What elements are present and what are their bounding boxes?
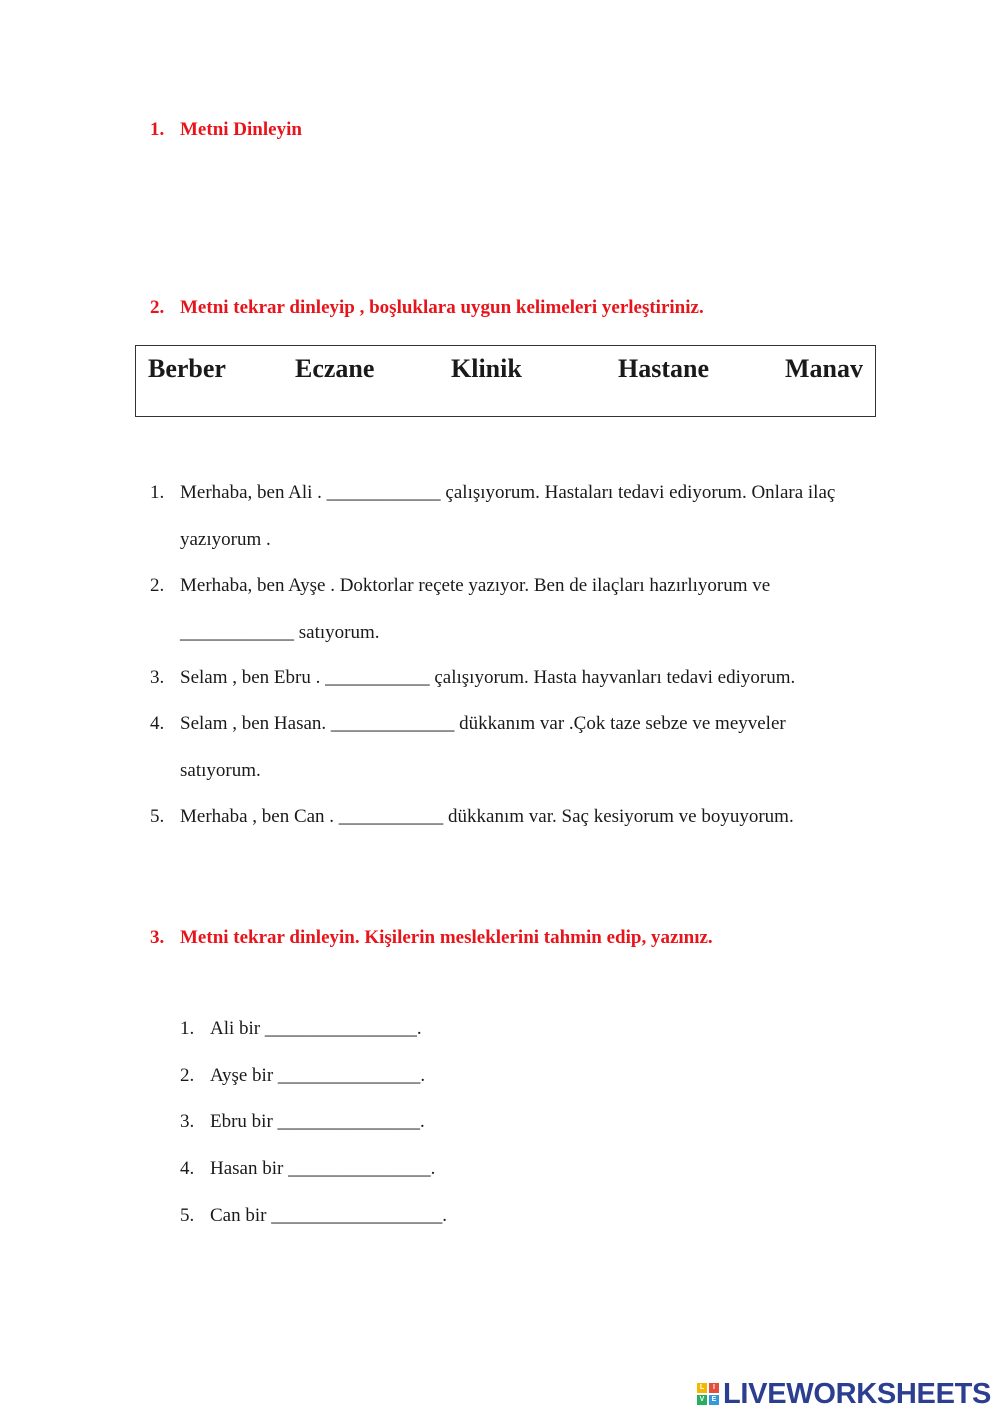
profession-item-2 [180, 1065, 580, 1091]
fill-item-line: Merhaba , ben Can . ___________ dükkanım var. Saç kesiyorum ve boyuyorum. [180, 806, 794, 827]
fill-item-number: 1. [150, 482, 165, 503]
fill-item-1 [150, 482, 910, 552]
profession-item-text: Ebru bir _______________. [210, 1111, 425, 1132]
fill-item-2 [150, 575, 910, 645]
fill-item-line: ____________ satıyorum. [180, 622, 380, 643]
profession-item-4 [180, 1158, 580, 1184]
profession-item-text: Hasan bir _______________. [210, 1158, 436, 1179]
logo-square: I [709, 1383, 719, 1393]
profession-item-text: Ayşe bir _______________. [210, 1065, 426, 1086]
fill-item-number: 3. [150, 667, 165, 688]
word-bank-item: Hastane [618, 354, 709, 383]
profession-item-text: Can bir __________________. [210, 1205, 447, 1226]
profession-item-1 [180, 1018, 580, 1044]
profession-item-number: 2. [180, 1065, 195, 1086]
section-3-title: Metni tekrar dinleyin. Kişilerin mesleklerini tahmin edip, yazınız. [180, 927, 713, 948]
liveworksheets-logo[interactable] [697, 1378, 991, 1410]
fill-item-5 [150, 806, 910, 832]
section-2-number: 2. [150, 297, 165, 318]
fill-item-number: 5. [150, 806, 165, 827]
logo-square: V [697, 1395, 707, 1405]
logo-text: LIVEWORKSHEETS [723, 1377, 992, 1410]
fill-item-number: 2. [150, 575, 165, 596]
section-2-title: Metni tekrar dinleyip , boşluklara uygun kelimeleri yerleştiriniz. [180, 297, 704, 318]
profession-item-number: 4. [180, 1158, 195, 1179]
fill-item-3 [150, 667, 910, 693]
word-bank-item: Eczane [295, 354, 375, 383]
profession-item-number: 3. [180, 1111, 195, 1132]
word-bank-item: Manav [785, 354, 863, 383]
word-bank-item: Klinik [451, 354, 522, 383]
fill-item-line: satıyorum. [180, 760, 261, 781]
profession-item-number: 1. [180, 1018, 195, 1039]
fill-item-4 [150, 713, 910, 783]
fill-item-line: Merhaba, ben Ali . ____________ çalışıyorum. Hastaları tedavi ediyorum. Onlara ilaç [180, 482, 836, 503]
profession-item-number: 5. [180, 1205, 195, 1226]
logo-grid-icon [697, 1383, 719, 1405]
fill-item-line: Selam , ben Hasan. _____________ dükkanım var .Çok taze sebze ve meyveler [180, 713, 786, 734]
logo-square: E [709, 1395, 719, 1405]
fill-item-number: 4. [150, 713, 165, 734]
fill-item-line: Selam , ben Ebru . ___________ çalışıyorum. Hasta hayvanları tedavi ediyorum. [180, 667, 796, 688]
section-2-heading [150, 297, 950, 321]
section-1-number: 1. [150, 119, 165, 140]
word-bank-item: Berber [148, 354, 226, 383]
section-1-title: Metni Dinleyin [180, 119, 302, 140]
logo-square: L [697, 1383, 707, 1393]
profession-item-3 [180, 1111, 580, 1137]
fill-item-line: yazıyorum . [180, 529, 271, 550]
section-3-heading [150, 927, 950, 951]
word-bank-box [135, 345, 876, 417]
profession-item-5 [180, 1205, 580, 1231]
section-1-heading [150, 119, 550, 143]
fill-item-line: Merhaba, ben Ayşe . Doktorlar reçete yazıyor. Ben de ilaçları hazırlıyorum ve [180, 575, 771, 596]
profession-item-text: Ali bir ________________. [210, 1018, 422, 1039]
section-3-number: 3. [150, 927, 165, 948]
